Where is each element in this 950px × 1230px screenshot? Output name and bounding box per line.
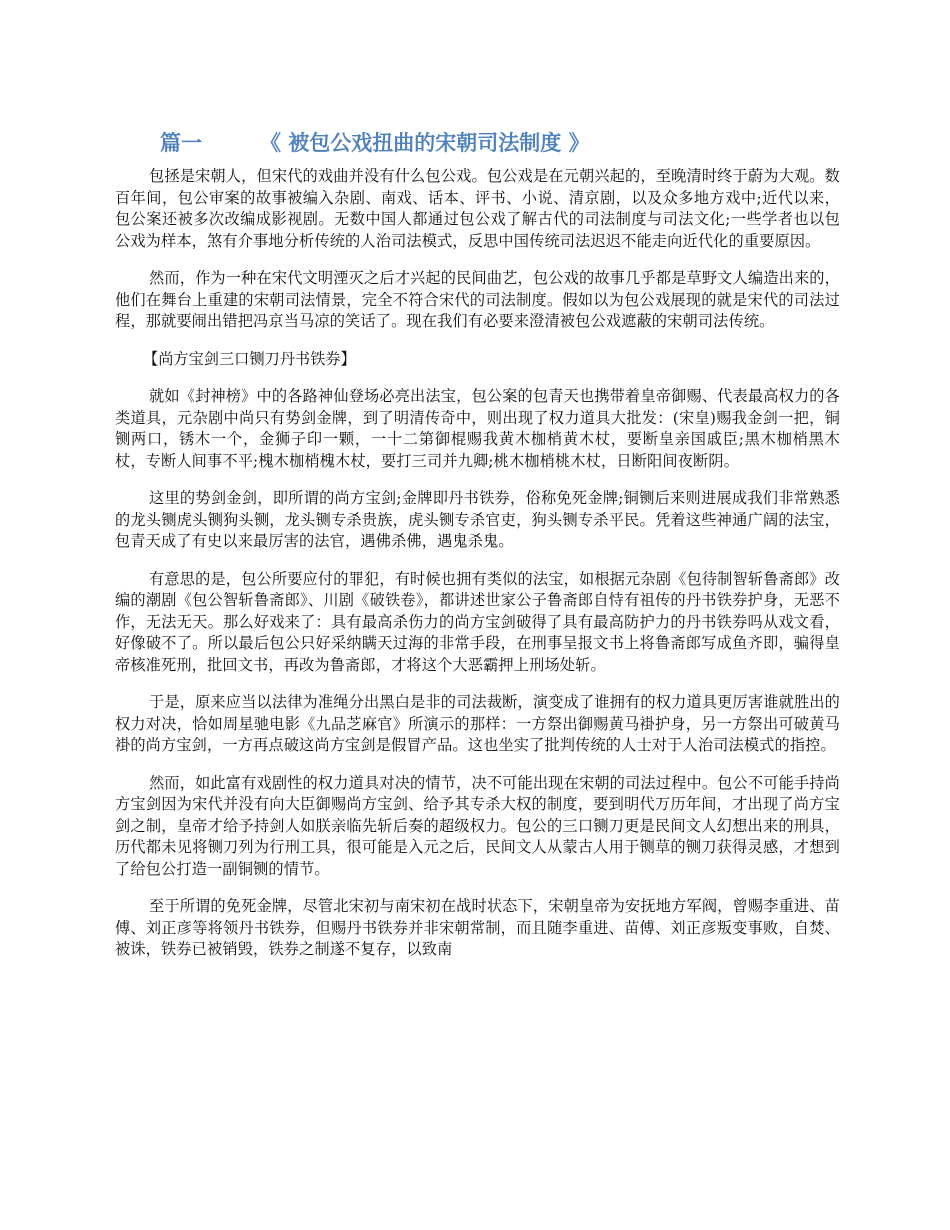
paragraph: 这里的势剑金剑，即所谓的尚方宝剑;金牌即丹书铁券，俗称免死金牌;铜铡后来则进展成我们非常熟悉的龙头铡虎头铡狗头铡，龙头铡专杀贵族，虎头铡专杀官吏，狗头铡专杀平民。凭着这些神通广阔的法宝，包青天成了有史以来最厉害的法官，遇佛杀佛，遇鬼杀鬼。	[115, 489, 840, 550]
document-page	[115, 0, 840, 977]
title-label: 篇一	[160, 131, 202, 155]
title-text: 《 被包公戏扭曲的宋朝司法制度 》	[260, 131, 590, 155]
paragraph: 有意思的是，包公所要应付的罪犯，有时候也拥有类似的法宝，如根据元杂剧《包待制智斩鲁斋郎》改编的潮剧《包公智斩鲁斋郎》、川剧《破铁卷》，都讲述世家公子鲁斋郎自恃有祖传的丹书铁券护身，无恶不作，无法无天。那么好戏来了：具有最高杀伤力的尚方宝剑破得了具有最高防护力的丹书铁券吗从戏文看，好像破不了。所以最后包公只好采纳瞒天过海的非常手段，在刑事呈报文书上将鲁斋郎写成鱼齐即，骗得皇帝核准死刑，批回文书，再改为鲁斋郎，才将这个大恶霸押上刑场处斩。	[115, 569, 840, 674]
document-title	[160, 128, 840, 158]
paragraph: 于是，原来应当以法律为准绳分出黑白是非的司法裁断，演变成了谁拥有的权力道具更厉害谁就胜出的权力对决，恰如周星驰电影《九品芝麻官》所演示的那样：一方祭出御赐黄马褂护身，另一方祭出可破黄马褂的尚方宝剑，一方再点破这尚方宝剑是假冒产品。这也坐实了批判传统的人士对于人治司法模式的指控。	[115, 693, 840, 754]
paragraph: 就如《封神榜》中的各路神仙登场必亮出法宝，包公案的包青天也携带着皇帝御赐、代表最高权力的各类道具，元杂剧中尚只有势剑金牌，到了明清传奇中，则出现了权力道具大批发：(宋皇)赐我金剑一把，铜铡两口，锈木一个，金狮子印一颗，一十二第御棍赐我黄木枷梢黄木杖，要断皇亲国戚臣;黑木枷梢黑木杖，专断人间事不平;槐木枷梢槐木杖，要打三司并九卿;桃木枷梢桃木杖，日断阳间夜断阴。	[115, 387, 840, 470]
paragraph: 然而，作为一种在宋代文明湮灭之后才兴起的民间曲艺，包公戏的故事几乎都是草野文人编造出来的，他们在舞台上重建的宋朝司法情景，完全不符合宋代的司法制度。假如以为包公戏展现的就是宋代的司法过程，那就要闹出错把冯京当马凉的笑话了。现在我们有必要来澄清被包公戏遮蔽的宋朝司法传统。	[115, 269, 840, 330]
document-body	[115, 166, 840, 961]
paragraph: 包拯是宋朝人，但宋代的戏曲并没有什么包公戏。包公戏是在元朝兴起的，至晚清时终于蔚为大观。数百年间，包公审案的故事被编入杂剧、南戏、话本、评书、小说、清京剧，以及众多地方戏中;近代以来，包公案还被多次改编成影视剧。无数中国人都通过包公戏了解古代的司法制度与司法文化;一些学者也以包公戏为样本，煞有介事地分析传统的人治司法模式，反思中国传统司法迟迟不能走向近代化的重要原因。	[115, 167, 840, 250]
paragraph: 然而，如此富有戏剧性的权力道具对决的情节，决不可能出现在宋朝的司法过程中。包公不可能手持尚方宝剑因为宋代并没有向大臣御赐尚方宝剑、给予其专杀大权的制度，要到明代万历年间，才出现了尚方宝剑之制，皇帝才给予持剑人如朕亲临先斩后奏的超级权力。包公的三口铡刀更是民间文人幻想出来的刑具，历代都未见将铡刀列为行刑工具，很可能是入元之后，民间文人从蒙古人用于铡草的铡刀获得灵感，才想到了给包公打造一副铜铡的情节。	[115, 773, 840, 878]
section-heading: 【尚方宝剑三口铡刀丹书铁券】	[143, 349, 356, 368]
paragraph: 至于所谓的免死金牌，尽管北宋初与南宋初在战时状态下，宋朝皇帝为安抚地方军阀，曾赐李重进、苗傅、刘正彦等将领丹书铁券，但赐丹书铁券并非宋朝常制，而且随李重进、苗傅、刘正彦叛变事败，自焚、被诛，铁券已被销毁，铁券之制遂不复存，以致南	[115, 897, 840, 958]
